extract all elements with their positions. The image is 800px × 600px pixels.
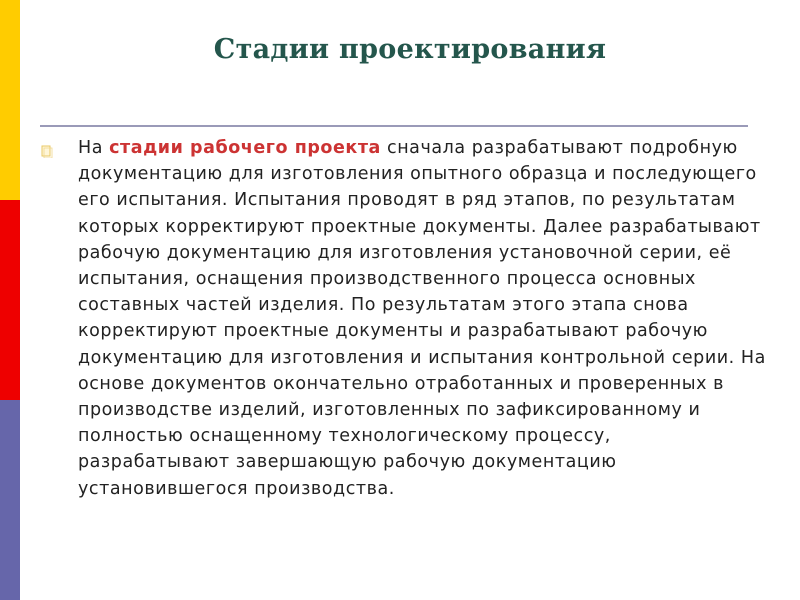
side-color-bar <box>0 0 20 600</box>
square-bullet-icon <box>41 144 53 158</box>
paragraph-rest: сначала разрабатывают подробную документацию для изготовления опытного образца и последующего его испытания. Испытания проводят в ряд этапов, по результатам которых корректируют проектные документы. Далее разрабатывают рабочую документацию для изготовления установочной серии, её испытания, оснащения производственного процесса основных составных частей изделия. По результатам этого этапа снова корректируют проектные документы и разрабатывают рабочую документацию для изготовления и испытания контрольной серии. На основе документов окончательно отработанных и проверенных в производстве изделий, изготовленных по зафиксированному и полностью оснащенному технологическому процессу, разрабатывают завершающую рабочую документацию установившегося производства. <box>78 138 766 499</box>
side-bar-purple-segment <box>0 400 20 600</box>
body-paragraph <box>78 135 768 502</box>
slide-title: Стадии проектирования <box>213 34 607 65</box>
side-bar-red-segment <box>0 200 20 400</box>
title-divider <box>40 125 748 127</box>
side-bar-yellow-segment <box>0 0 20 200</box>
paragraph-lead: На <box>78 138 110 158</box>
highlighted-term: стадии рабочего проекта <box>109 138 381 158</box>
